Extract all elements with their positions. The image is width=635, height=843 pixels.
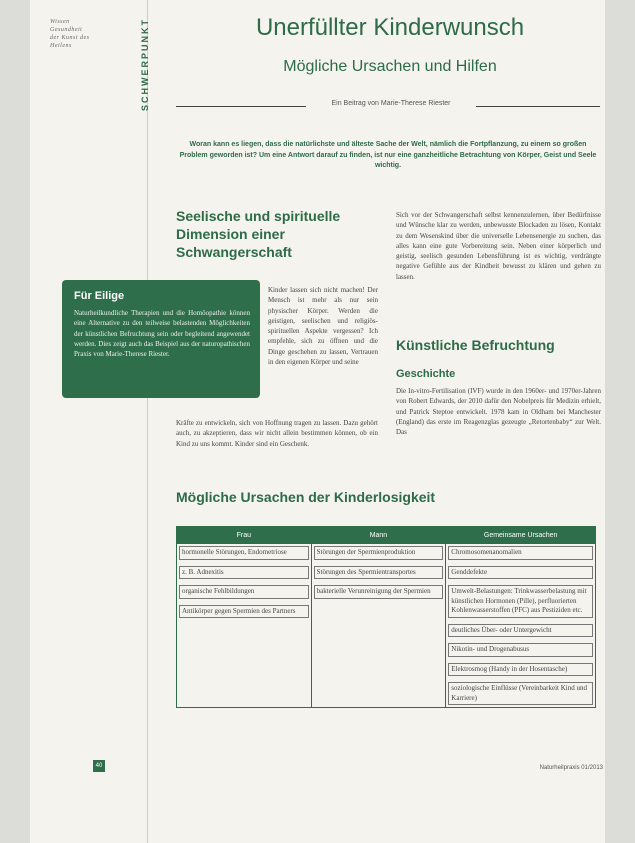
info-box-text: Naturheilkundliche Therapien und die Homöopathie können eine Alternative zu den teilweise belastenden Möglichkeiten der künstlichen Befruchtung sein oder begleitend angewendet werden. Dies zeigt auch das Beispiel aus der naturopathischen Praxis von Marie-Therese Riester. [74, 309, 250, 359]
brand-line: Heilens [50, 43, 72, 49]
table-header: Mann [311, 527, 446, 544]
body-paragraph: Sich vor der Schwangerschaft selbst kennenzulernen, über Bedürfnisse und Wünsche klar zu werden, unbewusste Blockaden zu lösen, Kontakt zu dem Wesenskind über die universelle Lebensenergie zu suchen, das alles kann eine gute Vorbereitung sein. Neben einer körperlich und geistig, seelisch gesunden Lebensführung ist es wichtig, verdrängte negative Gefühle aus der Kindheit bewusst zu klären und gehen zu lassen. [396, 211, 601, 281]
list-item: Chromosomenanomalien [448, 546, 593, 560]
list-item: Elektrosmog (Handy in der Hosentasche) [448, 663, 593, 677]
info-box-title: Für Eilige [74, 290, 125, 302]
page-subtitle: Mögliche Ursachen und Hilfen [283, 58, 497, 75]
body-paragraph: Kräfte zu entwickeln, sich von Hoffnung tragen zu lassen. Dazu gehört auch, zu akzeptieren, dass wir nicht allein bestimmen können, ob ein Kind zu uns kommt. Kinder sind ein Geschenk. [176, 419, 378, 448]
list-item: Störungen des Spermientransportes [314, 566, 444, 580]
footer-issue: Naturheilpraxis 01/2013 [539, 765, 603, 771]
brand-line: Wissen [50, 19, 70, 25]
list-item: Nikotin- und Drogenabusus [448, 643, 593, 657]
section-tag: SCHWERPUNKT [140, 18, 150, 112]
list-item: hormonelle Störungen, Endometriose [179, 546, 309, 560]
brand-line: Gesundheit [50, 27, 83, 33]
section-heading: Mögliche Ursachen der Kinderlosigkeit [176, 489, 436, 505]
page-title: Unerfüllter Kinderwunsch [255, 14, 525, 41]
list-item: deutliches Über- oder Untergewicht [448, 624, 593, 638]
body-paragraph: Die In-vitro-Fertilisation (IVF) wurde in den 1960er- und 1970er-Jahren von Robert Edwards, der 2010 dafür den Nobelpreis für Medizin erhielt, und Patrick Steptoe entwickelt. 1978 kam in Oldham bei Manchester (England) das erste im Reagenzglas gezeugte „Retortenbaby“ zur Welt. Das [396, 387, 601, 437]
table-header: Frau [177, 527, 312, 544]
list-item: Antikörper gegen Spermien des Partners [179, 605, 309, 619]
info-box [62, 280, 260, 398]
byline-rule-right [476, 106, 600, 107]
list-item: Umwelt-Belastungen: Trinkwasserbelastung mit künstlichen Hormonen (Pille), perfluorierten Kohlenwasserstoffen (PFC) aus Pestiziden etc. [448, 585, 593, 618]
causes-table [176, 526, 596, 708]
table-cell-gemeinsam [446, 544, 596, 708]
table-cell-mann [311, 544, 446, 708]
section-subheading: Geschichte [396, 368, 456, 380]
byline-rule-left [176, 106, 306, 107]
table-header: Gemeinsame Ursachen [446, 527, 596, 544]
body-paragraph: Kinder lassen sich nicht machen! Der Mensch ist mehr als nur sein physischer Körper. Werden die geistigen, seelischen und religiös-spirituellen Aspekte vergessen? Ich empfehle, sich zu öffnen und die Dinge geschehen zu lassen, Vertrauen in den eigenen Körper und seine [268, 286, 378, 367]
intro-text: Woran kann es liegen, dass die natürlichste und älteste Sache der Welt, nämlich die Fortpflanzung, zu einem so großen Problem geworden ist? Um eine Antwort darauf zu finden, ist nur eine ganzheitliche Betrachtung von Körper, Geist und Seele wichtig. [179, 141, 597, 169]
page-number: 40 [93, 760, 105, 772]
section-heading: Künstliche Befruchtung [396, 337, 555, 353]
table-row [177, 544, 596, 708]
gutter-divider [147, 0, 148, 843]
section-heading: Seelische und spirituelle Dimension einer Schwangerschaft [176, 208, 341, 260]
list-item: bakterielle Verunreinigung der Spermien [314, 585, 444, 599]
table-cell-frau [177, 544, 312, 708]
list-item: organische Fehlbildungen [179, 585, 309, 599]
brand-logo [50, 18, 130, 50]
byline-row [176, 100, 600, 112]
table-header-row [177, 527, 596, 544]
brand-line: der Kunst des [50, 35, 90, 41]
list-item: Störungen der Spermienproduktion [314, 546, 444, 560]
list-item: soziologische Einflüsse (Vereinbarkeit Kind und Karriere) [448, 682, 593, 705]
list-item: z. B. Adnexitis [179, 566, 309, 580]
list-item: Genddefekte [448, 566, 593, 580]
byline: Ein Beitrag von Marie-Therese Riester [331, 100, 451, 107]
